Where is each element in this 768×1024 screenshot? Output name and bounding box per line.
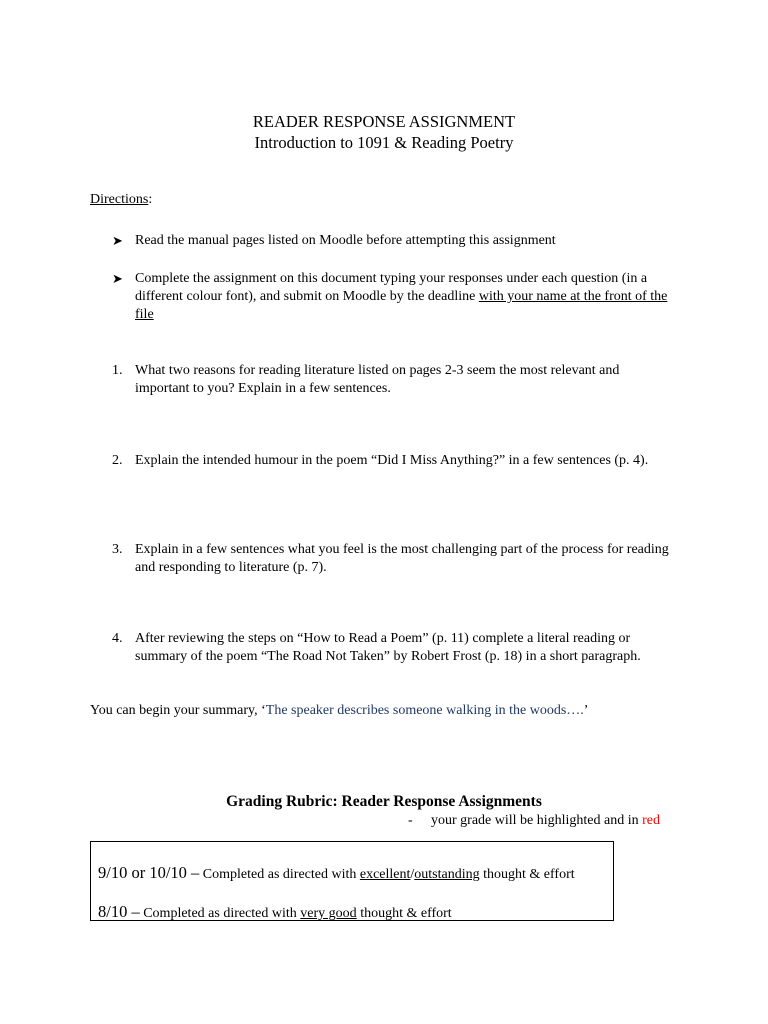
arrow-bullet-icon: ➤	[112, 271, 123, 286]
summary-starter-suffix: ’	[583, 703, 589, 718]
rubric-row-underlined: very good	[300, 906, 357, 921]
rubric-row-text: thought & effort	[356, 906, 452, 921]
arrow-bullet-icon: ➤	[112, 233, 123, 248]
question-text: After reviewing the steps on “How to Read a Poem” (p. 11) complete a literal reading or summary of the poem “The Road Not Taken” by Robert Frost (p. 18) in a short paragraph.	[135, 631, 641, 664]
question-number: 2.	[112, 453, 123, 468]
summary-starter-quote: The speaker describes someone walking in the woods….	[265, 703, 584, 718]
question-item	[112, 452, 672, 470]
rubric-grade: 9/10 or 10/10 –	[98, 863, 200, 882]
question-text: Explain the intended humour in the poem “Did I Miss Anything?” in a few sentences (p. 4).	[135, 453, 649, 468]
question-number: 3.	[112, 542, 123, 557]
rubric-row	[98, 863, 575, 885]
direction-bullet	[112, 232, 682, 250]
directions-colon: :	[148, 192, 153, 207]
rubric-row-underlined: outstanding	[414, 867, 480, 882]
question-item	[112, 362, 672, 398]
rubric-row	[98, 902, 452, 924]
rubric-row-underlined: excellent	[359, 867, 411, 882]
directions-label: Directions	[90, 192, 149, 207]
rubric-row-text: Completed as directed with	[139, 906, 301, 921]
document-subtitle: Introduction to 1091 & Reading Poetry	[254, 133, 514, 152]
question-text: Explain in a few sentences what you feel is the most challenging part of the process for reading and responding to literature (p. 7).	[135, 542, 669, 575]
question-item	[112, 630, 672, 666]
direction-bullet-text: Read the manual pages listed on Moodle before attempting this assignment	[135, 233, 556, 248]
rubric-row-text: Completed as directed with	[199, 867, 360, 882]
rubric-box	[90, 841, 614, 921]
name-requirement-underlined: with your name at the front of the file	[135, 289, 668, 322]
direction-bullet-main-text: Complete the assignment on this document typing your responses under each question (in a different colour font), and submit on Moodle by the deadline	[135, 271, 648, 304]
rubric-row-slash: /	[410, 867, 415, 882]
direction-bullet	[112, 270, 682, 324]
question-item	[112, 541, 672, 577]
direction-bullet-text	[135, 270, 682, 324]
rubric-note	[408, 812, 660, 830]
rubric-grade: 8/10 –	[98, 902, 140, 921]
rubric-title: Grading Rubric: Reader Response Assignments	[226, 793, 542, 810]
summary-starter	[90, 702, 588, 720]
summary-starter-prefix: You can begin your summary, ‘	[90, 703, 266, 718]
rubric-row-text: thought & effort	[479, 867, 575, 882]
rubric-note-red-word: red	[642, 813, 661, 828]
directions-heading	[90, 191, 152, 209]
rubric-note-text: your grade will be highlighted and in	[431, 813, 643, 828]
question-number: 1.	[112, 363, 123, 378]
rubric-note-dash: -	[408, 813, 413, 828]
question-number: 4.	[112, 631, 123, 646]
question-text: What two reasons for reading literature listed on pages 2-3 seem the most relevant and important to you? Explain in a few sentences.	[135, 363, 620, 396]
document-title: READER RESPONSE ASSIGNMENT	[252, 112, 516, 131]
